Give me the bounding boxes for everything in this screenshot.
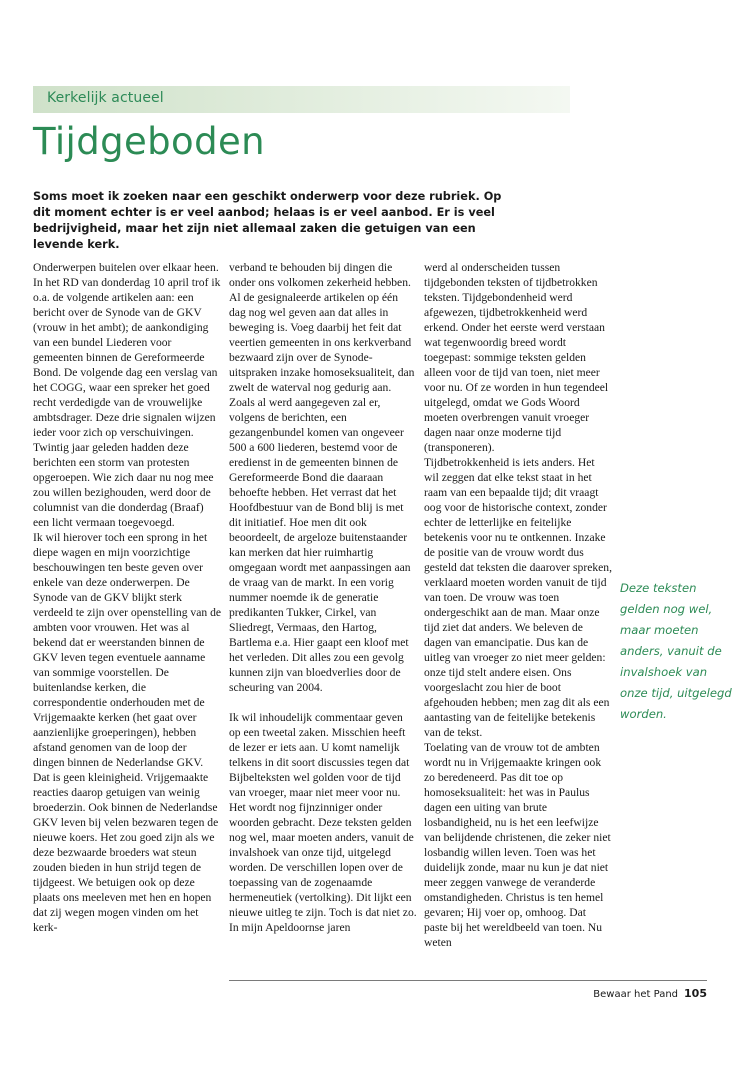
paragraph: Tijdbetrokkenheid is iets anders. Het wil zeggen dat elke tekst staat in het raam van een bepaalde tijd; dit vraagt oog voor de historische context, zonder echter de letterlijke en feitelijke betekenis voor nu te ontkennen. Inzake de positie van de vrouw wordt dus gesteld dat teksten die daarover spreken, verklaard moeten worden vanuit de tijd van toen. De vrouw was toen ondergeschikt aan de man. Maar onze tijd ziet dat anders. We beleven de dagen van emancipatie. Dus kan de uitleg van vroeger zo niet meer gelden: onze tijd stelt andere eisen. Ons voorgeslacht zou hier de boot afgehouden hebben; men zag dit als een aantasting van de feitelijke betekenis van de tekst.	[424, 456, 613, 739]
paragraph: Al de gesignaleerde artikelen op één dag nog wel geven aan dat alles in beweging is. Voeg daarbij het feit dat veertien gemeenten in ons kerkverband bezwaard zijn over de Synode-uitspraken inzake homoseksualiteit, dan zwelt de waterval nog gedurig aan.	[229, 291, 415, 394]
rubric-banner	[33, 86, 570, 113]
paragraph: Ik wil inhoudelijk commentaar geven op een tweetal zaken. Misschien heeft de lezer er iets aan. U komt namelijk telkens in dit soort discussies tegen dat Bijbelteksten wel golden voor de tijd van vroeger, maar niet meer voor nu. Het wordt nog fijnzinniger onder woorden gebracht. Deze teksten gelden nog wel, maar moeten anders, vanuit de invalshoek van onze tijd, uitgelegd worden. De verschillen lopen over de toepassing van de zogenaamde hermeneutiek (vertolking). Dit lijkt een nieuwe uitleg te zijn. Toch is dat niet zo. In mijn Apeldoornse jaren	[229, 711, 417, 934]
page-footer	[593, 987, 707, 1000]
text-column-1	[33, 260, 221, 935]
footer-divider	[229, 980, 707, 981]
paragraph: Zoals al werd aangegeven zal er, volgens de berichten, een gezangenbundel komen van ongeveer 500 a 600 liederen, bestemd voor de eredienst in de gemeenten binnen de Gereformeerde Bond die daaraan behoefte hebben. Het verrast dat het Hoofdbestuur van de Bond blij is met dit initiatief. Hoe men dit ook beoordeelt, de argeloze buitenstaander kan merken dat hier ruimhartig omgegaan wordt met aanpassingen aan de vraag van de markt. In een vorig nummer noemde ik de generatie predikanten Tukker, Cirkel, van Sliedregt, Vermaas, den Hartog, Bartlema e.a. Hier gaapt een kloof met het verleden. Dit alles zou een gevolg kunnen zijn van bloedverlies door de scheuring van 2004.	[229, 396, 411, 694]
paragraph: werd al onderscheiden tussen tijdgebonden teksten of tijdbetrokken teksten. Tijdgebondenheid werd afgewezen, tijdbetrokkenheid werd erkend. Onder het eerste werd verstaan wat tegenwoordig breed wordt toegepast: sommige teksten gelden alleen voor de tijd van toen, niet meer voor nu. Of ze worden in hun tegendeel uitgelegd, omdat we Gods Woord moeten overbrengen vanuit vroeger dagen naar onze moderne tijd (transponeren).	[424, 261, 609, 454]
pull-quote: Deze teksten gelden nog wel, maar moeten anders, vanuit de invalshoek van onze tijd, uitgelegd worden.	[620, 581, 732, 721]
article-intro: Soms moet ik zoeken naar een geschikt onderwerp voor deze rubriek. Op dit moment echter is er veel aanbod; helaas is er veel aanbod. Er is veel bedrijvigheid, maar het zijn niet allemaal zaken die getuigen van een levende kerk.	[33, 190, 502, 251]
rubric-label: Kerkelijk actueel	[47, 90, 164, 106]
paragraph: Toelating van de vrouw tot de ambten wordt nu in Vrijgemaakte kringen ook zo beredeneerd. Pas dit toe op homoseksualiteit: het was in Paulus dagen een uiting van brute losbandigheid, nu is het een leefwijze van belijdende christenen, die zeker niet losbandig willen leven. Toen was het duidelijk zonde, maar nu kun je dat niet meer zeggen vanwege de veranderde omstandigheden. Christus is ten hemel gevaren; Hij voer op, omhoog. Dat paste bij het wereldbeeld van toen. Nu weten	[424, 741, 611, 949]
paragraph: Ik wil hierover toch een sprong in het diepe wagen en mijn voorzichtige beschouwingen ten beste geven over enkele van deze onderwerpen. De Synode van de GKV blijkt sterk verdeeld te zijn over openstelling van de ambten voor vrouwen. Het was al bekend dat er weerstanden binnen de GKV leven tegen eventuele aanname van sommige voorstellen. De buitenlandse kerken, die correspondentie onderhouden met de Vrijgemaakte kerken (het gaat over aanzienlijke groeperingen), hebben afstand genomen van de loop der dingen binnen de Nederlandse GKV. Dat is geen kleinigheid. Vrijgemaakte reacties daarop getuigen van weinig broederzin. Ook binnen de Nederlandse GKV leven bij velen bezwaren tegen de nieuwe koers. Het zou goed zijn als we deze bezwaarde broeders wat steun zouden bieden in hun strijd tegen de tijdgeest. We betuigen ook op deze plaats ons meeleven met hen en hopen dat zij wegen mogen vinden om het kerk-	[33, 531, 222, 934]
paragraph: Onderwerpen buitelen over elkaar heen. In het RD van donderdag 10 april trof ik o.a. de volgende artikelen aan: een bericht over de Synode van de GKV (vrouw in het ambt); de aankondiging van een bundel Liederen voor gemeenten binnen de Gereformeerde Bond. De volgende dag een verslag van het COGG, waar een spreker het goed recht verdedigde van de vrouwelijke ambtsdrager. Deze drie signalen wijzen ieder voor zich op verschuivingen. Twintig jaar geleden hadden deze berichten een storm van protesten opgeroepen. Wie zich daar nu nog mee zou willen bezighouden, werd door de columnist van die donderdag (Braaf) een licht vermaan toegevoegd.	[33, 261, 221, 529]
text-column-3	[424, 260, 612, 950]
article-title: Tijdgeboden	[33, 120, 265, 163]
publication-name: Bewaar het Pand	[593, 989, 679, 1000]
paragraph: verband te behouden bij dingen die onder ons volkomen zekerheid hebben.	[229, 261, 411, 289]
text-column-2	[229, 260, 417, 935]
page-number: 105	[684, 987, 707, 1000]
